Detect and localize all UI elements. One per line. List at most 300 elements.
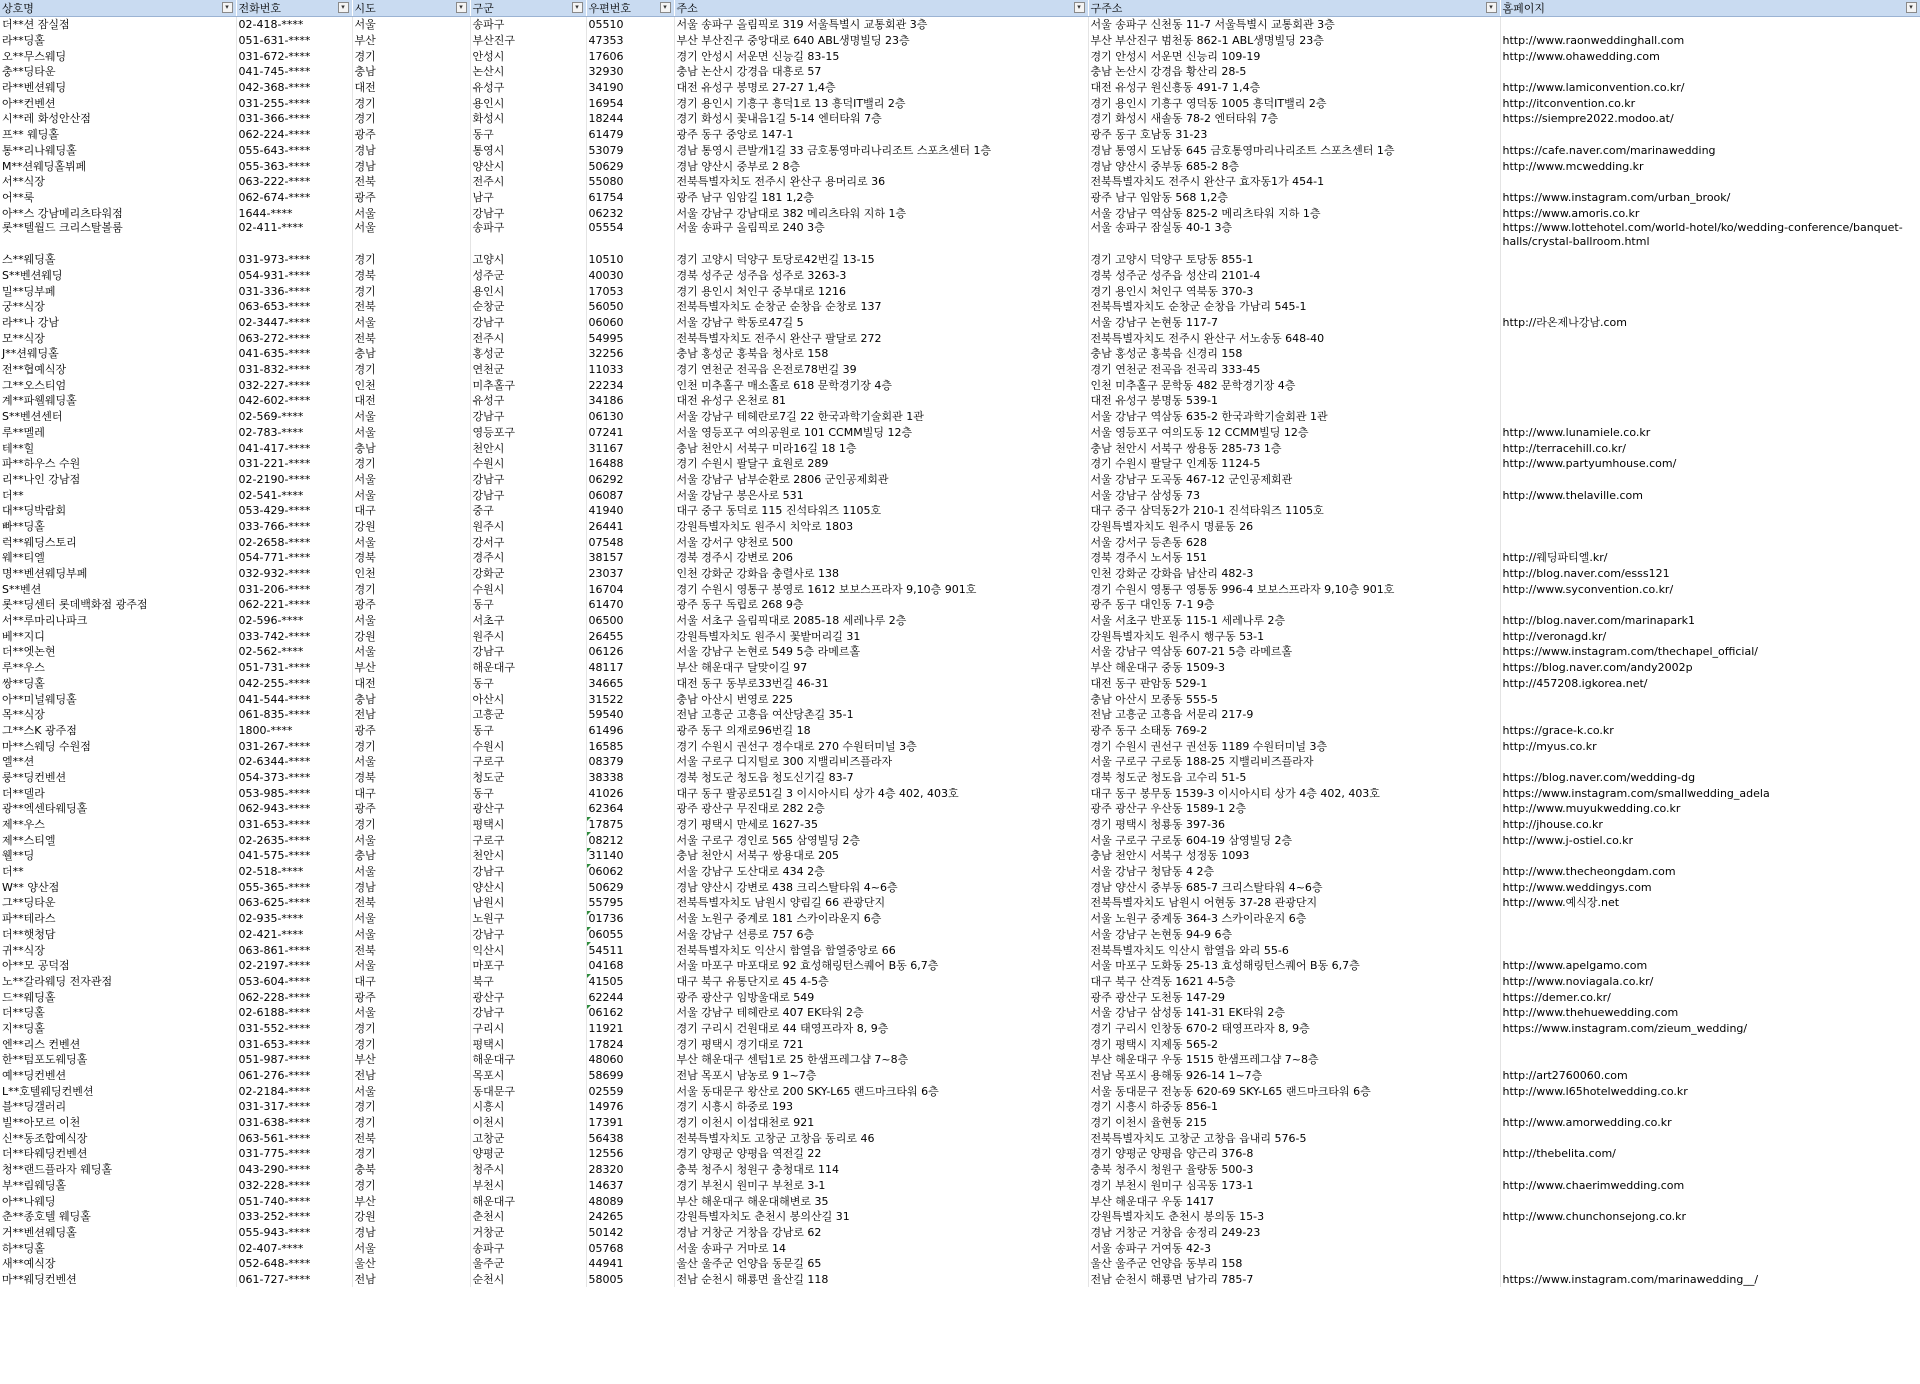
cell-address[interactable]: 광주 동구 독립로 268 9층 [674,597,1088,613]
filter-dropdown-icon[interactable]: ▾ [660,2,671,13]
cell-business-name[interactable]: 아**스 강남메리츠타워점 [0,205,236,221]
cell-district[interactable]: 청도군 [470,770,586,786]
cell-postal-code[interactable]: 16704 [586,581,674,597]
cell-old-address[interactable]: 강원특별자치도 춘천시 봉의동 15-3 [1088,1209,1500,1225]
cell-district[interactable]: 익산시 [470,942,586,958]
cell-address[interactable]: 경북 경주시 강변로 206 [674,550,1088,566]
cell-business-name[interactable]: 충**딩타운 [0,64,236,80]
cell-old-address[interactable]: 서울 구로구 구로동 604-19 삼영빌딩 2층 [1088,832,1500,848]
cell-old-address[interactable]: 부산 해운대구 중동 1509-3 [1088,660,1500,676]
cell-phone[interactable]: 031-672-**** [236,48,352,64]
cell-phone[interactable]: 02-569-**** [236,409,352,425]
cell-old-address[interactable]: 광주 남구 임암동 568 1,2층 [1088,190,1500,206]
cell-district[interactable]: 강남구 [470,644,586,660]
cell-address[interactable]: 서울 강남구 도산대로 434 2층 [674,864,1088,880]
cell-old-address[interactable]: 서울 강남구 역삼동 635-2 한국과학기술회관 1관 [1088,409,1500,425]
cell-district[interactable]: 구로구 [470,832,586,848]
cell-homepage[interactable]: https://www.amoris.co.kr [1500,205,1920,221]
cell-address[interactable]: 경기 수원시 팔달구 효원로 289 [674,456,1088,472]
cell-postal-code[interactable]: 06062 [586,864,674,880]
cell-address[interactable]: 경기 연천군 전곡읍 은전로78번길 39 [674,362,1088,378]
cell-phone[interactable]: 02-2190-**** [236,472,352,488]
cell-postal-code[interactable]: 01736 [586,911,674,927]
cell-address[interactable]: 부산 해운대구 해운대해변로 35 [674,1193,1088,1209]
cell-province[interactable]: 경기 [352,283,470,299]
cell-business-name[interactable]: 드**웨딩홀 [0,989,236,1005]
cell-old-address[interactable]: 전북특별자치도 순창군 순창읍 가남리 545-1 [1088,299,1500,315]
cell-district[interactable]: 원주시 [470,628,586,644]
cell-homepage[interactable]: https://demer.co.kr/ [1500,989,1920,1005]
cell-old-address[interactable]: 서울 강남구 역삼동 607-21 5층 라메르홀 [1088,644,1500,660]
cell-district[interactable]: 양산시 [470,158,586,174]
cell-business-name[interactable]: 새**예식장 [0,1256,236,1272]
cell-old-address[interactable]: 경기 이천시 율현동 215 [1088,1115,1500,1131]
cell-old-address[interactable]: 서울 노원구 중계동 364-3 스카이라운지 6층 [1088,911,1500,927]
cell-district[interactable]: 강남구 [470,864,586,880]
cell-district[interactable]: 동구 [470,723,586,739]
cell-postal-code[interactable]: 44941 [586,1256,674,1272]
cell-postal-code[interactable]: 11921 [586,1021,674,1037]
cell-phone[interactable]: 062-943-**** [236,801,352,817]
cell-old-address[interactable]: 서울 동대문구 전농동 620-69 SKY-L65 랜드마크타워 6층 [1088,1083,1500,1099]
cell-homepage[interactable]: https://www.instagram.com/zieum_wedding/ [1500,1021,1920,1037]
cell-old-address[interactable]: 강원특별자치도 원주시 명륜동 26 [1088,519,1500,535]
cell-phone[interactable]: 1644-**** [236,205,352,221]
cell-province[interactable]: 경기 [352,111,470,127]
cell-province[interactable]: 경기 [352,1036,470,1052]
cell-homepage[interactable] [1500,1225,1920,1241]
cell-postal-code[interactable]: 06087 [586,487,674,503]
cell-postal-code[interactable]: 17391 [586,1115,674,1131]
cell-phone[interactable]: 063-861-**** [236,942,352,958]
cell-business-name[interactable]: 전**협예식장 [0,362,236,378]
cell-district[interactable]: 전주시 [470,330,586,346]
filter-dropdown-icon[interactable]: ▾ [1486,2,1497,13]
cell-business-name[interactable]: 통**리나웨딩홀 [0,143,236,159]
cell-province[interactable]: 서울 [352,487,470,503]
cell-homepage[interactable] [1500,1162,1920,1178]
cell-old-address[interactable]: 경기 부천시 원미구 심곡동 173-1 [1088,1178,1500,1194]
cell-business-name[interactable]: 더**션 잠실점 [0,17,236,33]
cell-postal-code[interactable]: 31140 [586,848,674,864]
cell-phone[interactable]: 051-987-**** [236,1052,352,1068]
cell-homepage[interactable] [1500,252,1920,268]
cell-phone[interactable]: 061-835-**** [236,707,352,723]
cell-district[interactable]: 영등포구 [470,425,586,441]
cell-postal-code[interactable]: 58699 [586,1068,674,1084]
cell-address[interactable]: 부산 해운대구 달맞이길 97 [674,660,1088,676]
cell-homepage[interactable] [1500,330,1920,346]
cell-phone[interactable]: 031-653-**** [236,817,352,833]
cell-business-name[interactable]: 한**텀포도웨딩홀 [0,1052,236,1068]
cell-old-address[interactable]: 서울 서초구 반포동 115-1 세레나루 2층 [1088,613,1500,629]
cell-address[interactable]: 대전 유성구 봉명로 27-27 1,4층 [674,80,1088,96]
cell-phone[interactable]: 031-255-**** [236,95,352,111]
cell-address[interactable]: 광주 남구 임암길 181 1,2층 [674,190,1088,206]
cell-homepage[interactable]: http://itconvention.co.kr [1500,95,1920,111]
cell-homepage[interactable]: http://www.ohawedding.com [1500,48,1920,64]
cell-phone[interactable]: 02-2197-**** [236,958,352,974]
cell-homepage[interactable]: http://myus.co.kr [1500,738,1920,754]
cell-business-name[interactable]: 리**나인 강남점 [0,472,236,488]
cell-old-address[interactable]: 전남 고흥군 고흥읍 서문리 217-9 [1088,707,1500,723]
cell-phone[interactable]: 053-604-**** [236,974,352,990]
cell-address[interactable]: 경기 수원시 권선구 경수대로 270 수원터미널 3층 [674,738,1088,754]
cell-business-name[interactable]: 서**루마리나파크 [0,613,236,629]
cell-homepage[interactable] [1500,1130,1920,1146]
cell-postal-code[interactable]: 06126 [586,644,674,660]
cell-phone[interactable]: 031-336-**** [236,283,352,299]
cell-province[interactable]: 서울 [352,315,470,331]
cell-phone[interactable]: 062-228-**** [236,989,352,1005]
cell-district[interactable]: 부산진구 [470,33,586,49]
cell-postal-code[interactable]: 61496 [586,723,674,739]
cell-postal-code[interactable]: 16585 [586,738,674,754]
cell-old-address[interactable]: 경남 양산시 중부동 685-7 크리스탈타워 4~6층 [1088,879,1500,895]
cell-province[interactable]: 경기 [352,48,470,64]
cell-address[interactable]: 대전 유성구 온천로 81 [674,393,1088,409]
cell-old-address[interactable]: 충남 논산시 강경읍 황산리 28-5 [1088,64,1500,80]
cell-province[interactable]: 광주 [352,801,470,817]
cell-business-name[interactable]: 테**힐 [0,440,236,456]
cell-district[interactable]: 천안시 [470,440,586,456]
cell-homepage[interactable]: http://www.noviagala.co.kr/ [1500,974,1920,990]
cell-district[interactable]: 노원구 [470,911,586,927]
cell-homepage[interactable]: https://www.instagram.com/thechapel_official/ [1500,644,1920,660]
cell-district[interactable]: 미추홀구 [470,377,586,393]
cell-phone[interactable]: 063-653-**** [236,299,352,315]
cell-address[interactable]: 경기 용인시 처인구 중부대로 1216 [674,283,1088,299]
cell-postal-code[interactable]: 48089 [586,1193,674,1209]
cell-homepage[interactable]: http://www.thehuewedding.com [1500,1005,1920,1021]
cell-phone[interactable]: 051-740-**** [236,1193,352,1209]
cell-district[interactable]: 거창군 [470,1225,586,1241]
cell-postal-code[interactable]: 41026 [586,785,674,801]
cell-homepage[interactable] [1500,346,1920,362]
cell-address[interactable]: 서울 강남구 남부순환로 2806 군인공제회관 [674,472,1088,488]
cell-old-address[interactable]: 경기 양평군 양평읍 양근리 376-8 [1088,1146,1500,1162]
cell-province[interactable]: 충남 [352,440,470,456]
cell-province[interactable]: 충남 [352,346,470,362]
cell-district[interactable]: 광산구 [470,801,586,817]
cell-postal-code[interactable]: 61479 [586,127,674,143]
cell-phone[interactable]: 041-575-**** [236,848,352,864]
cell-postal-code[interactable]: 18244 [586,111,674,127]
cell-postal-code[interactable]: 04168 [586,958,674,974]
cell-business-name[interactable]: 더**햇청담 [0,927,236,943]
cell-business-name[interactable]: 롯**딩센터 롯데백화점 광주점 [0,597,236,613]
cell-address[interactable]: 충북 청주시 청원구 충청대로 114 [674,1162,1088,1178]
cell-old-address[interactable]: 경기 수원시 팔달구 인계동 1124-5 [1088,456,1500,472]
cell-business-name[interactable]: 지**딩홀 [0,1021,236,1037]
cell-district[interactable]: 청주시 [470,1162,586,1178]
cell-phone[interactable]: 051-631-**** [236,33,352,49]
cell-address[interactable]: 경기 용인시 기흥구 흥덕1로 13 흥덕IT밸리 2층 [674,95,1088,111]
cell-province[interactable]: 강원 [352,628,470,644]
cell-district[interactable]: 강남구 [470,205,586,221]
cell-district[interactable]: 중구 [470,503,586,519]
cell-district[interactable]: 논산시 [470,64,586,80]
cell-province[interactable]: 서울 [352,409,470,425]
cell-province[interactable]: 대구 [352,785,470,801]
cell-phone[interactable]: 031-973-**** [236,252,352,268]
cell-province[interactable]: 대구 [352,503,470,519]
cell-province[interactable]: 경기 [352,1099,470,1115]
cell-phone[interactable]: 042-368-**** [236,80,352,96]
cell-province[interactable]: 강원 [352,1209,470,1225]
cell-province[interactable]: 경기 [352,817,470,833]
cell-old-address[interactable]: 경기 고양시 덕양구 토당동 855-1 [1088,252,1500,268]
cell-phone[interactable]: 02-518-**** [236,864,352,880]
cell-postal-code[interactable]: 06500 [586,613,674,629]
cell-phone[interactable]: 053-985-**** [236,785,352,801]
cell-address[interactable]: 인천 강화군 강화읍 충렬사로 138 [674,566,1088,582]
cell-address[interactable]: 전북특별자치도 익산시 함열읍 함열중앙로 66 [674,942,1088,958]
cell-province[interactable]: 서울 [352,1240,470,1256]
cell-province[interactable]: 경남 [352,143,470,159]
cell-business-name[interactable]: S**벤션 [0,581,236,597]
cell-district[interactable]: 구로구 [470,754,586,770]
cell-address[interactable]: 경기 화성시 꽃내음1길 5-14 엔터타워 7층 [674,111,1088,127]
cell-district[interactable]: 동대문구 [470,1083,586,1099]
cell-province[interactable]: 부산 [352,1052,470,1068]
cell-province[interactable]: 경기 [352,1178,470,1194]
cell-district[interactable]: 용인시 [470,95,586,111]
cell-address[interactable]: 대구 북구 유통단지로 45 4-5층 [674,974,1088,990]
cell-postal-code[interactable]: 11033 [586,362,674,378]
cell-old-address[interactable]: 충남 천안시 서북구 성정동 1093 [1088,848,1500,864]
cell-business-name[interactable]: 아**모 공덕점 [0,958,236,974]
cell-old-address[interactable]: 부산 해운대구 우동 1417 [1088,1193,1500,1209]
cell-homepage[interactable] [1500,754,1920,770]
cell-business-name[interactable]: 마**스웨딩 수원점 [0,738,236,754]
cell-business-name[interactable]: 귀**식장 [0,942,236,958]
cell-business-name[interactable]: 춘**종호텔 웨딩홀 [0,1209,236,1225]
cell-postal-code[interactable]: 06292 [586,472,674,488]
cell-province[interactable]: 충북 [352,1162,470,1178]
cell-phone[interactable]: 02-418-**** [236,17,352,33]
cell-district[interactable]: 순천시 [470,1272,586,1288]
cell-province[interactable]: 인천 [352,377,470,393]
cell-homepage[interactable]: http://www.thecheongdam.com [1500,864,1920,880]
cell-postal-code[interactable]: 56438 [586,1130,674,1146]
cell-old-address[interactable]: 경기 화성시 새솔동 78-2 엔터타워 7층 [1088,111,1500,127]
cell-address[interactable]: 서울 강남구 테헤란로7길 22 한국과학기술회관 1관 [674,409,1088,425]
cell-homepage[interactable] [1500,534,1920,550]
cell-province[interactable]: 전북 [352,1130,470,1146]
cell-postal-code[interactable]: 62244 [586,989,674,1005]
cell-homepage[interactable]: http://www.mcwedding.kr [1500,158,1920,174]
cell-province[interactable]: 경기 [352,1146,470,1162]
cell-homepage[interactable] [1500,17,1920,33]
cell-homepage[interactable] [1500,927,1920,943]
cell-homepage[interactable]: http://www.weddingys.com [1500,879,1920,895]
cell-province[interactable]: 울산 [352,1256,470,1272]
cell-phone[interactable]: 02-935-**** [236,911,352,927]
cell-district[interactable]: 해운대구 [470,660,586,676]
cell-business-name[interactable]: 계**파웰웨딩홀 [0,393,236,409]
cell-province[interactable]: 경기 [352,95,470,111]
cell-old-address[interactable]: 전북특별자치도 남원시 어현동 37-28 관광단지 [1088,895,1500,911]
cell-province[interactable]: 광주 [352,989,470,1005]
cell-homepage[interactable] [1500,1036,1920,1052]
cell-business-name[interactable]: 웰**딩 [0,848,236,864]
cell-postal-code[interactable]: 58005 [586,1272,674,1288]
cell-phone[interactable]: 052-648-**** [236,1256,352,1272]
cell-province[interactable]: 부산 [352,1193,470,1209]
cell-business-name[interactable]: 신**동조합예식장 [0,1130,236,1146]
cell-postal-code[interactable]: 23037 [586,566,674,582]
cell-old-address[interactable]: 경기 시흥시 하중동 856-1 [1088,1099,1500,1115]
cell-phone[interactable]: 033-252-**** [236,1209,352,1225]
cell-province[interactable]: 서울 [352,1083,470,1099]
cell-postal-code[interactable]: 53079 [586,143,674,159]
cell-district[interactable]: 화성시 [470,111,586,127]
cell-homepage[interactable] [1500,707,1920,723]
cell-address[interactable]: 광주 광산구 임방울대로 549 [674,989,1088,1005]
cell-district[interactable]: 해운대구 [470,1052,586,1068]
cell-province[interactable]: 경기 [352,362,470,378]
cell-address[interactable]: 경기 이천시 이섭대천로 921 [674,1115,1088,1131]
cell-address[interactable]: 경북 청도군 청도읍 청도신기길 83-7 [674,770,1088,786]
cell-phone[interactable]: 032-228-**** [236,1178,352,1194]
cell-district[interactable]: 해운대구 [470,1193,586,1209]
cell-phone[interactable]: 031-638-**** [236,1115,352,1131]
cell-old-address[interactable]: 서울 강남구 논현동 94-9 6층 [1088,927,1500,943]
cell-business-name[interactable]: 시**레 화성안산점 [0,111,236,127]
cell-postal-code[interactable]: 06162 [586,1005,674,1021]
cell-old-address[interactable]: 서울 송파구 신천동 11-7 서울특별시 교통회관 3층 [1088,17,1500,33]
cell-district[interactable]: 고양시 [470,252,586,268]
cell-province[interactable]: 서울 [352,958,470,974]
cell-province[interactable]: 서울 [352,221,470,252]
cell-old-address[interactable]: 서울 강남구 논현동 117-7 [1088,315,1500,331]
cell-homepage[interactable] [1500,1193,1920,1209]
cell-district[interactable]: 춘천시 [470,1209,586,1225]
cell-old-address[interactable]: 충남 아산시 모종동 555-5 [1088,691,1500,707]
cell-address[interactable]: 경기 평택시 만세로 1627-35 [674,817,1088,833]
cell-address[interactable]: 서울 구로구 디지털로 300 지밸리비즈플라자 [674,754,1088,770]
cell-address[interactable]: 서울 송파구 올림픽로 240 3층 [674,221,1088,252]
cell-business-name[interactable]: 밀**딩부페 [0,283,236,299]
cell-business-name[interactable]: 오**무스웨딩 [0,48,236,64]
cell-homepage[interactable] [1500,299,1920,315]
cell-district[interactable]: 울주군 [470,1256,586,1272]
cell-homepage[interactable]: http://www.raonweddinghall.com [1500,33,1920,49]
cell-business-name[interactable]: 명**벤션웨딩부페 [0,566,236,582]
cell-homepage[interactable]: http://www.예식장.net [1500,895,1920,911]
cell-business-name[interactable]: 프** 웨딩홀 [0,127,236,143]
cell-district[interactable]: 강남구 [470,927,586,943]
cell-district[interactable]: 용인시 [470,283,586,299]
cell-old-address[interactable]: 전남 순천시 해룡면 남가리 785-7 [1088,1272,1500,1288]
cell-phone[interactable]: 054-373-**** [236,770,352,786]
cell-homepage[interactable] [1500,64,1920,80]
cell-address[interactable]: 부산 해운대구 센텀1로 25 한샘프레그샵 7~8층 [674,1052,1088,1068]
cell-postal-code[interactable]: 59540 [586,707,674,723]
cell-business-name[interactable]: J**션웨딩홀 [0,346,236,362]
cell-old-address[interactable]: 경기 용인시 처인구 역북동 370-3 [1088,283,1500,299]
cell-old-address[interactable]: 강원특별자치도 원주시 행구동 53-1 [1088,628,1500,644]
cell-phone[interactable]: 1800-**** [236,723,352,739]
cell-homepage[interactable]: http://www.j-ostiel.co.kr [1500,832,1920,848]
cell-phone[interactable]: 041-745-**** [236,64,352,80]
cell-province[interactable]: 경기 [352,1115,470,1131]
cell-phone[interactable]: 02-407-**** [236,1240,352,1256]
cell-business-name[interactable]: 더**딩홀 [0,1005,236,1021]
cell-business-name[interactable]: 어**룩 [0,190,236,206]
cell-address[interactable]: 서울 마포구 마포대로 92 효성해링턴스퀘어 B동 6,7층 [674,958,1088,974]
cell-address[interactable]: 전남 목포시 남농로 9 1~7층 [674,1068,1088,1084]
cell-address[interactable]: 경기 수원시 영통구 봉영로 1612 보보스프라자 9,10층 901호 [674,581,1088,597]
cell-postal-code[interactable]: 32256 [586,346,674,362]
cell-business-name[interactable]: 제**우스 [0,817,236,833]
cell-province[interactable]: 경남 [352,879,470,895]
cell-old-address[interactable]: 광주 동구 호남동 31-23 [1088,127,1500,143]
cell-postal-code[interactable]: 06055 [586,927,674,943]
cell-district[interactable]: 강화군 [470,566,586,582]
cell-district[interactable]: 수원시 [470,581,586,597]
cell-province[interactable]: 경남 [352,1225,470,1241]
cell-business-name[interactable]: 하**딩홀 [0,1240,236,1256]
cell-phone[interactable]: 055-363-**** [236,158,352,174]
cell-district[interactable]: 동구 [470,676,586,692]
cell-business-name[interactable]: 제**스티엘 [0,832,236,848]
cell-postal-code[interactable]: 32930 [586,64,674,80]
cell-business-name[interactable]: 아**컨벤션 [0,95,236,111]
cell-district[interactable]: 유성구 [470,80,586,96]
cell-address[interactable]: 강원특별자치도 원주시 치악로 1803 [674,519,1088,535]
cell-phone[interactable]: 061-276-**** [236,1068,352,1084]
cell-old-address[interactable]: 서울 구로구 구로동 188-25 지밸리비즈플라자 [1088,754,1500,770]
cell-business-name[interactable]: 더** [0,487,236,503]
cell-district[interactable]: 통영시 [470,143,586,159]
cell-postal-code[interactable]: 56050 [586,299,674,315]
cell-postal-code[interactable]: 54511 [586,942,674,958]
cell-district[interactable]: 고창군 [470,1130,586,1146]
cell-homepage[interactable] [1500,942,1920,958]
cell-phone[interactable]: 031-221-**** [236,456,352,472]
cell-district[interactable]: 강서구 [470,534,586,550]
cell-postal-code[interactable]: 24265 [586,1209,674,1225]
cell-postal-code[interactable]: 16488 [586,456,674,472]
cell-district[interactable]: 목포시 [470,1068,586,1084]
cell-province[interactable]: 경남 [352,158,470,174]
cell-postal-code[interactable]: 08379 [586,754,674,770]
cell-address[interactable]: 서울 서초구 올림픽대로 2085-18 세레나루 2층 [674,613,1088,629]
cell-business-name[interactable]: 마**웨딩컨벤션 [0,1272,236,1288]
cell-province[interactable]: 서울 [352,17,470,33]
cell-phone[interactable]: 031-775-**** [236,1146,352,1162]
cell-phone[interactable]: 042-255-**** [236,676,352,692]
cell-province[interactable]: 경기 [352,252,470,268]
cell-address[interactable]: 서울 강남구 봉은사로 531 [674,487,1088,503]
cell-phone[interactable]: 031-653-**** [236,1036,352,1052]
cell-phone[interactable]: 051-731-**** [236,660,352,676]
cell-homepage[interactable]: http://thebelita.com/ [1500,1146,1920,1162]
cell-old-address[interactable]: 서울 송파구 잠실동 40-1 3층 [1088,221,1500,252]
filter-dropdown-icon[interactable]: ▾ [456,2,467,13]
cell-postal-code[interactable]: 16954 [586,95,674,111]
cell-homepage[interactable] [1500,1052,1920,1068]
cell-province[interactable]: 대전 [352,393,470,409]
cell-postal-code[interactable]: 54995 [586,330,674,346]
cell-province[interactable]: 서울 [352,1005,470,1021]
filter-dropdown-icon[interactable]: ▾ [222,2,233,13]
cell-business-name[interactable]: 더**델라 [0,785,236,801]
cell-postal-code[interactable]: 50629 [586,158,674,174]
cell-province[interactable]: 광주 [352,597,470,613]
